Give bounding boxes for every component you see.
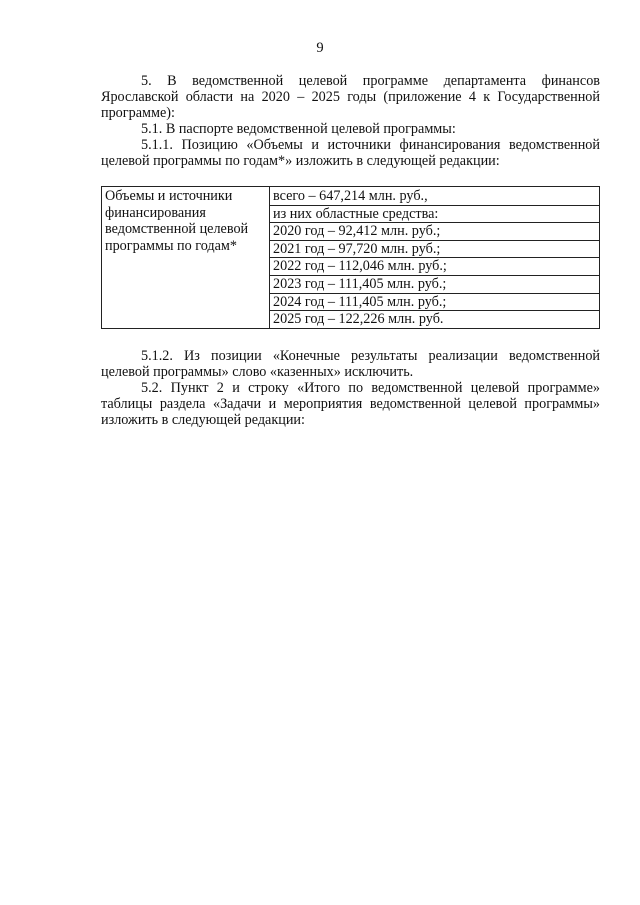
funding-year-2023: 2023 год – 111,405 млн. руб.; [270,275,599,293]
paragraph-5-1-1: 5.1.1. Позицию «Объемы и источники финансирования ведомственной целевой программы по годам*» изложить в следующей редакции: [101,137,600,169]
table-row [102,187,600,329]
document-body [101,73,600,428]
position-name-line: ведомственной целевой [105,221,249,238]
paragraph-5-2: 5.2. Пункт 2 и строку «Итого по ведомственной целевой программе» таблицы раздела «Задачи и мероприятия ведомственной целевой программы» изложить в следующей редакции: [101,379,600,428]
funding-year-2020: 2020 год – 92,412 млн. руб.; [270,222,599,240]
paragraph-5-1: 5.1. В паспорте ведомственной целевой программы: [141,121,456,137]
funding-year-2021: 2021 год – 97,720 млн. руб.; [270,240,599,258]
position-name-line: финансирования [105,204,206,221]
table-cell-funding-values [270,187,600,329]
funding-source: из них областные средства: [270,205,599,223]
funding-year-2025: 2025 год – 122,226 млн. руб. [270,310,599,328]
position-name-line: Объемы и источники [105,188,233,204]
funding-year-2022: 2022 год – 112,046 млн. руб.; [270,257,599,275]
funding-table [101,186,600,329]
page-number: 9 [316,40,324,56]
position-name-line: программы по годам* [105,237,237,254]
funding-total: всего – 647,214 млн. руб., [273,188,428,204]
table-cell-position-name [102,187,270,329]
paragraph-5-1-2: 5.1.2. Из позиции «Конечные результаты реализации ведомственной целевой программы» слово «казенных» исключить. [101,347,600,380]
paragraph-5: 5. В ведомственной целевой программе департамента финансов Ярославской области на 2020 – 2025 годы (приложение 4 к Государственной программе): [101,73,600,121]
funding-year-2024: 2024 год – 111,405 млн. руб.; [270,293,599,311]
funding-table-wrapper [101,186,600,329]
